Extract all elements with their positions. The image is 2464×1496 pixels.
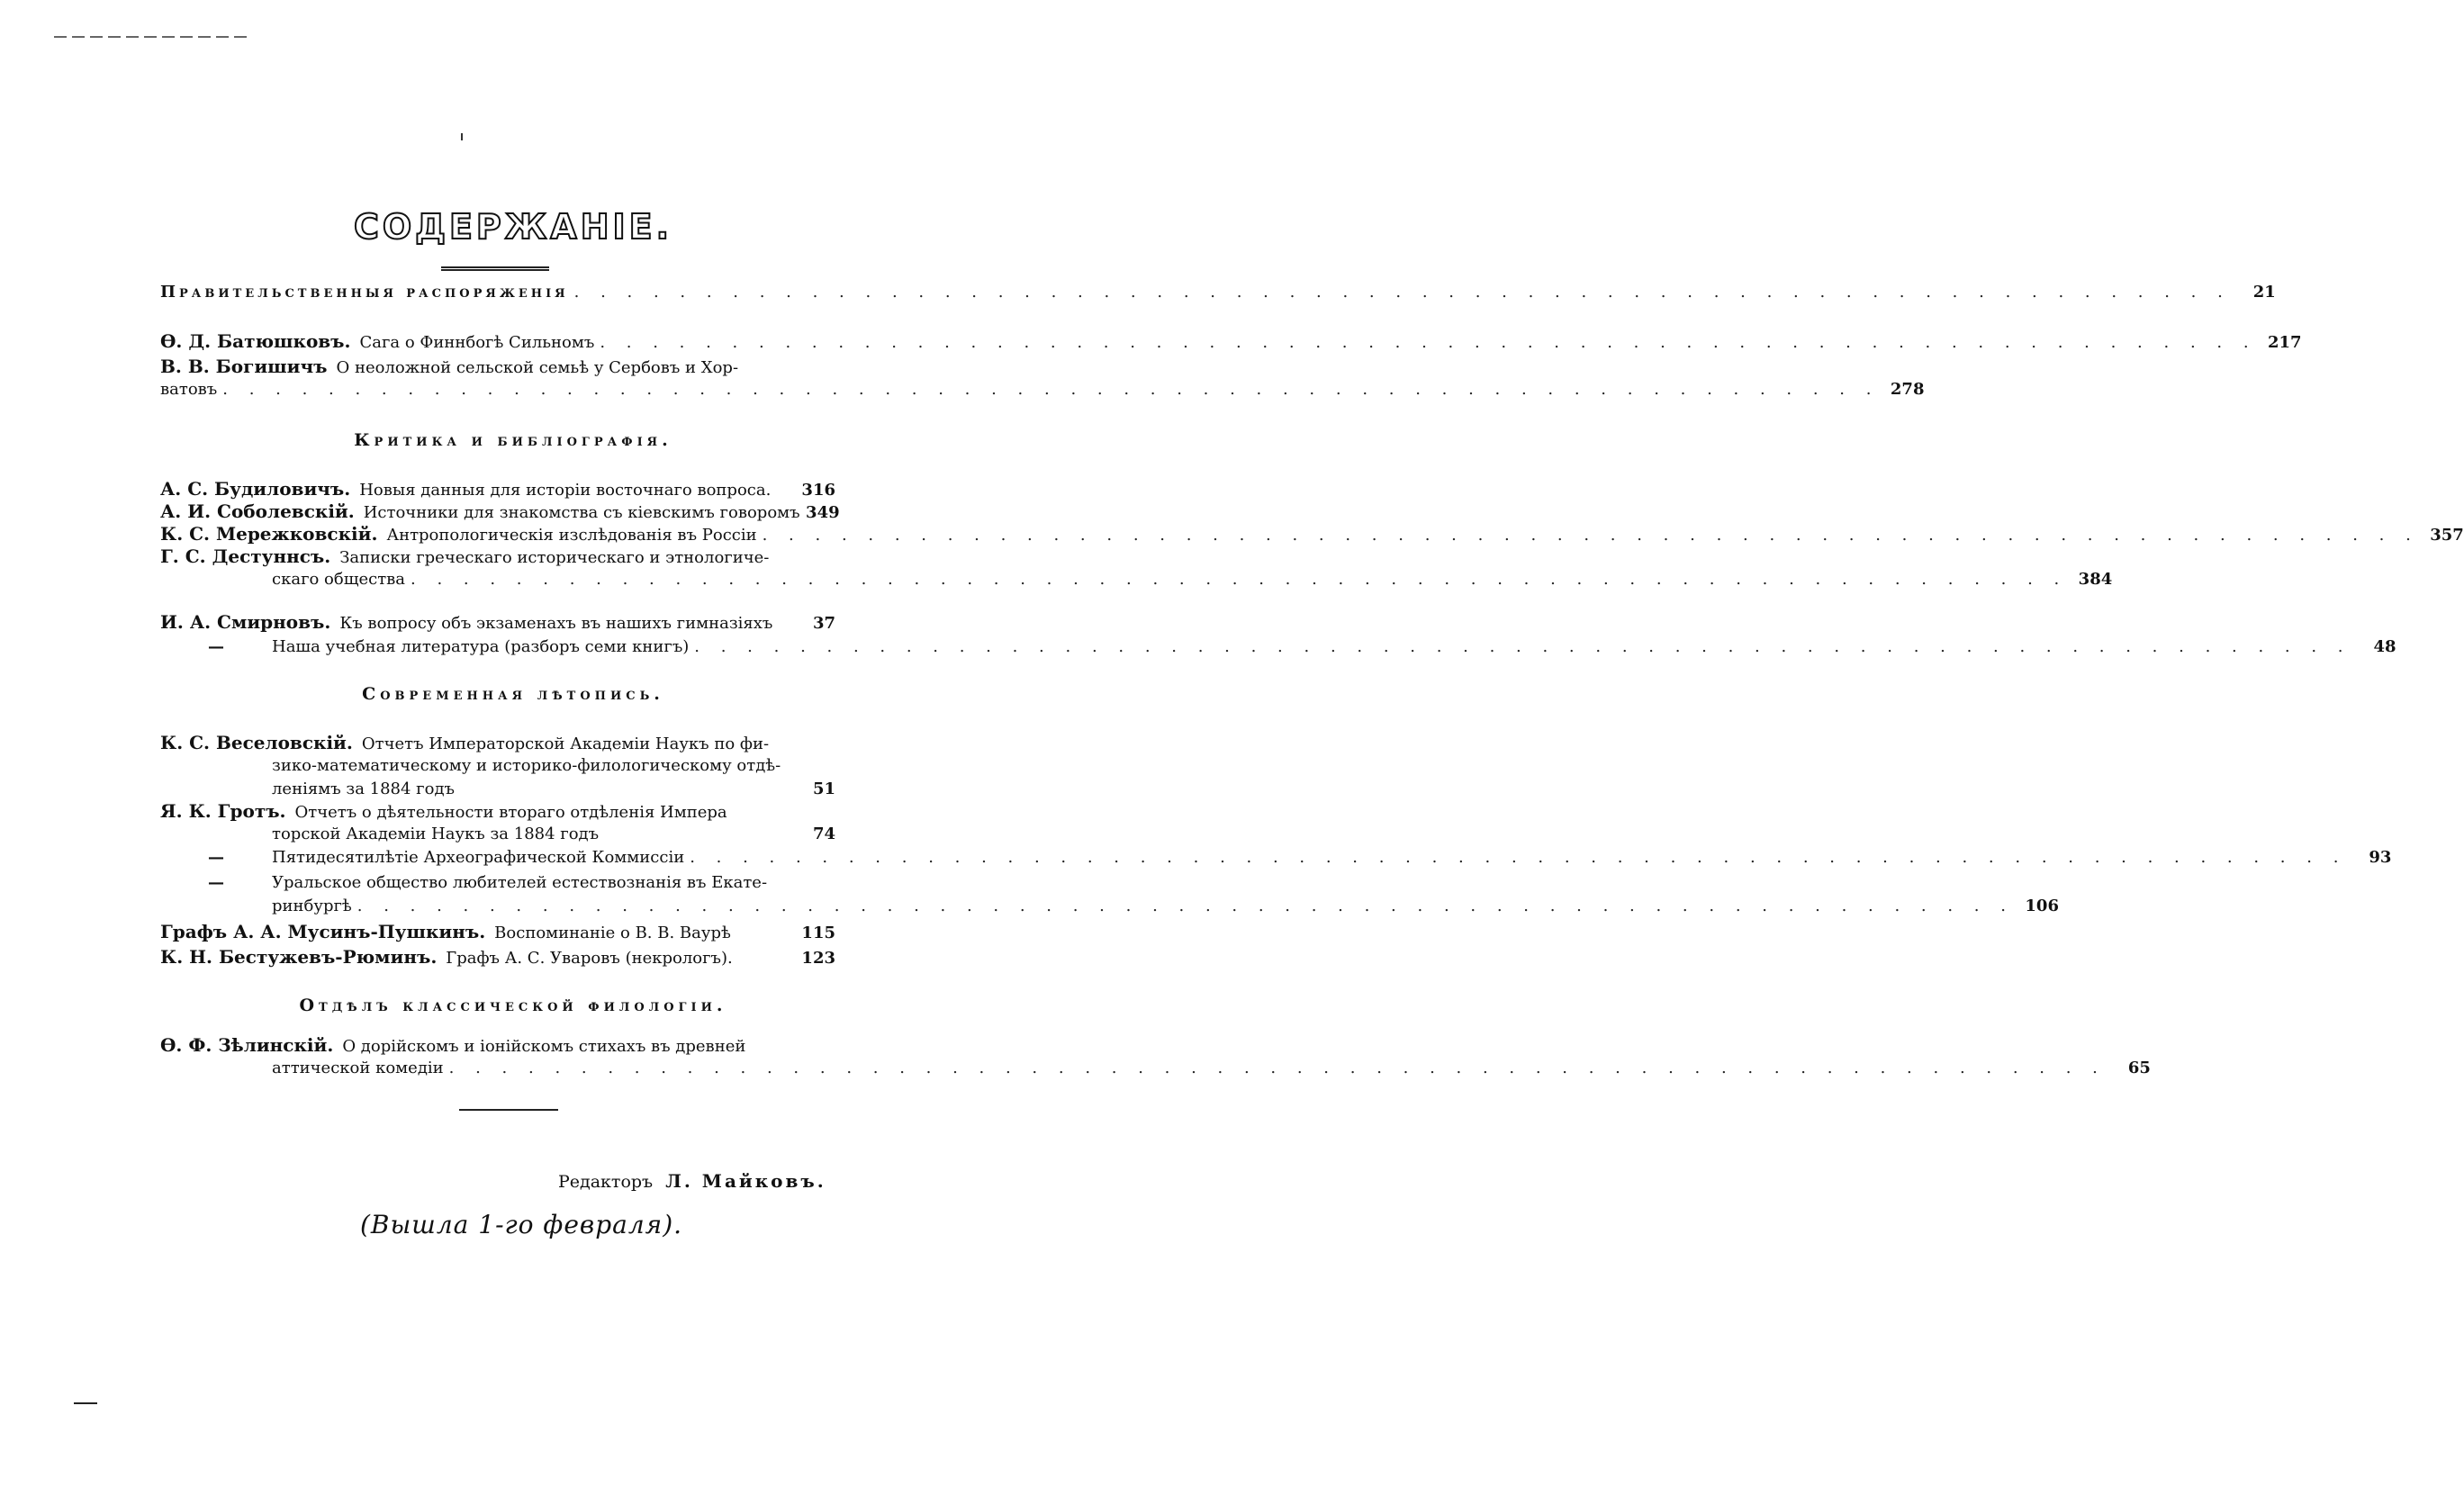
leader-dots — [222, 378, 1879, 401]
leader-dots — [690, 846, 2346, 870]
page-number: 316 — [801, 481, 835, 500]
section-heading-classical: Отдѣлъ классической филологіи. — [299, 996, 727, 1015]
entry-author: И. А. Смирновъ. — [160, 611, 331, 633]
page-number: 48 — [2373, 637, 2396, 656]
leader-dots — [763, 524, 2419, 547]
page-number: 21 — [2252, 283, 2276, 302]
entry-title: Антропологическія изслѣдованія въ Россіи — [386, 526, 757, 545]
toc-entry-government — [160, 281, 2276, 304]
entry-author: Я. К. Гротъ. — [160, 800, 286, 822]
toc-entry-grot-2 — [160, 846, 2392, 870]
entry-title: Наша учебная литература (разборъ семи книгъ) — [272, 637, 690, 656]
entry-title: Къ вопросу объ экзаменахъ въ нашихъ гимназіяхъ — [339, 614, 773, 633]
title-divider — [441, 266, 549, 271]
page-number: 384 — [2078, 570, 2113, 589]
ditto-dash: — — [208, 873, 224, 892]
toc-entry-sobolevsky — [160, 500, 840, 523]
entry-title-continued: скаго общества — [272, 570, 406, 589]
editor-signature — [558, 1170, 826, 1192]
entry-title: Записки греческаго историческаго и этнологиче- — [339, 548, 770, 567]
entry-title: Воспоминаніе о В. В. Ваурѣ — [494, 924, 731, 942]
entry-author: К. С. Веселовскій. — [160, 732, 353, 753]
page-number: 65 — [2127, 1059, 2151, 1077]
entry-author: К. С. Мережковскій. — [160, 523, 378, 545]
entry-title: Новыя данныя для исторіи восточнаго вопроса. — [359, 481, 772, 500]
toc-entry-bogishich — [160, 355, 1925, 401]
entry-title: Источники для знакомства съ кіевскимъ говоромъ — [363, 503, 800, 522]
entry-title: Сага о Финнбогѣ Сильномъ — [359, 333, 595, 352]
entry-title-continued: ватовъ — [160, 380, 218, 399]
page-number: 115 — [801, 924, 835, 942]
leader-dots — [694, 635, 2351, 659]
entry-title: О дорійскомъ и іонійскомъ стихахъ въ древней — [342, 1037, 746, 1056]
entry-author: В. В. Богишичъ — [160, 356, 328, 377]
government-heading: Правительственныя распоряженія — [160, 283, 569, 302]
entry-author: Г. С. Дестуннсъ. — [160, 545, 331, 567]
entry-author: Ѳ. Д. Батюшковъ. — [160, 330, 351, 352]
toc-entry-veselovsky — [160, 731, 835, 801]
page-number: 217 — [2267, 333, 2302, 352]
toc-entry-budilovich — [160, 477, 835, 500]
entry-title-continued: торской Академіи Наукъ за 1884 годъ — [272, 825, 600, 843]
leader-dots — [574, 281, 2231, 304]
toc-entry-musin-pushkin — [160, 920, 835, 943]
scan-artifact-tick — [461, 133, 463, 140]
entry-title: Уральское общество любителей естествознанія въ Екате- — [272, 873, 768, 892]
entry-title: Отчетъ о дѣятельности втораго отдѣленія Импера — [294, 803, 727, 822]
handwritten-note: (Вышла 1-го февраля). — [360, 1210, 683, 1239]
page-number: 278 — [1890, 380, 1925, 399]
page-number: 349 — [806, 503, 840, 522]
page-number: 106 — [2025, 897, 2059, 915]
page-number: 357 — [2430, 526, 2464, 545]
page-number: 93 — [2369, 848, 2392, 867]
toc-entry-grot — [160, 799, 835, 846]
entry-author: А. И. Соболевскій. — [160, 500, 355, 522]
editor-name: Л. Майковъ. — [665, 1170, 826, 1192]
section-heading-critique: Критика и библіографія. — [354, 430, 672, 450]
entry-title: Пятидесятилѣтіе Археографической Коммиссіи — [272, 848, 685, 867]
toc-entry-merezhkovsky — [160, 522, 2464, 545]
entry-title: О неоложной сельской семьѣ у Сербовъ и Хор- — [336, 358, 739, 377]
editor-label: Редакторъ — [558, 1172, 654, 1192]
toc-entry-bestuzhev — [160, 945, 835, 969]
section-heading-chronicle: Современная лѣтопись. — [362, 684, 664, 704]
toc-entry-batyushkov — [160, 329, 2302, 353]
entry-title-continued: зико-математическому и историко-филологическому отдѣ- — [272, 756, 781, 775]
toc-entry-zelinsky — [160, 1033, 2151, 1080]
page-number: 123 — [801, 949, 835, 968]
entry-title-continued: ринбургѣ — [272, 897, 352, 915]
page-number: 74 — [812, 825, 835, 843]
entry-author: Ѳ. Ф. Зѣлинскій. — [160, 1034, 334, 1056]
toc-entry-smirnov-2 — [160, 635, 2396, 659]
toc-entry-grot-3 — [160, 871, 2059, 918]
ditto-dash: — — [208, 637, 224, 656]
leader-dots — [411, 568, 2067, 591]
entry-author: К. Н. Бестужевъ-Рюминъ. — [160, 946, 438, 968]
leader-dots — [357, 895, 2014, 918]
leader-dots — [600, 331, 2256, 355]
entry-author: А. С. Будиловичъ. — [160, 478, 351, 500]
leader-dots — [449, 1057, 2106, 1080]
entry-title: Графъ А. С. Уваровъ (некрологъ). — [446, 949, 733, 968]
ditto-dash: — — [208, 848, 224, 867]
entry-title-continued: леніямъ за 1884 годъ — [272, 780, 455, 798]
entry-title: Отчетъ Императорской Академіи Наукъ по фи- — [361, 734, 770, 753]
scan-artifact-bottom — [74, 1402, 97, 1404]
page-number: 51 — [812, 780, 835, 798]
toc-entry-destunis — [160, 545, 2113, 591]
page-title: СОДЕРЖАНІЕ. — [353, 207, 673, 247]
page-number: 37 — [812, 614, 835, 633]
entry-title-continued: аттической комедіи — [272, 1059, 444, 1077]
entry-author: Графъ А. А. Мусинъ-Пушкинъ. — [160, 921, 486, 942]
toc-entry-smirnov — [160, 610, 835, 634]
scan-artifact-top — [54, 36, 252, 38]
end-divider — [459, 1109, 558, 1111]
